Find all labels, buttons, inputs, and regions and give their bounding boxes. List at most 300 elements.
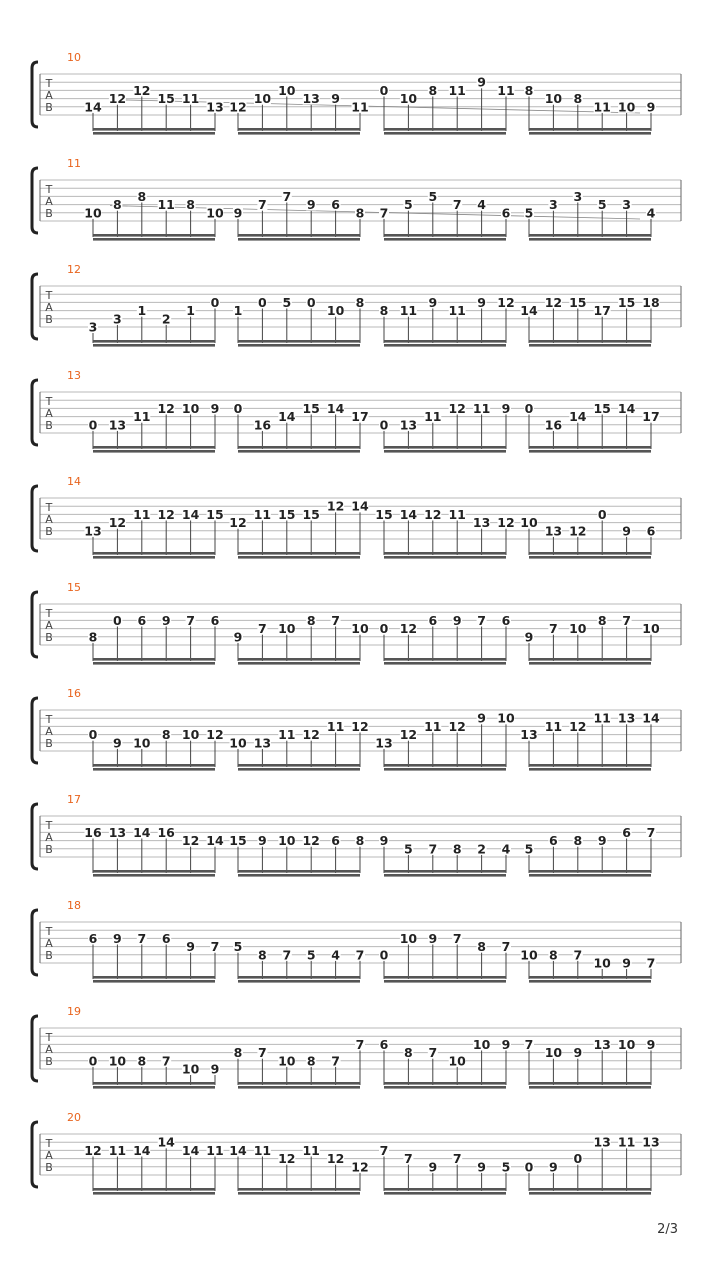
fret-number: 15 [278,506,296,522]
system-bracket [32,910,38,975]
fret-number: 14 [399,506,418,522]
fret-number: 12 [302,833,320,849]
beam-secondary [384,450,506,453]
beam-secondary [384,662,506,665]
fret-number: 9 [428,930,438,946]
fret-number: 9 [331,91,340,107]
fret-number: 9 [306,197,316,213]
fret-number: 7 [501,939,511,955]
fret-number: 12 [326,498,345,514]
tab-clef-letter: A [45,1149,53,1162]
fret-number: 16 [84,824,102,840]
fret-number: 7 [404,1151,413,1167]
fret-number: 10 [544,1045,563,1061]
tab-clef-letter: B [45,313,53,326]
fret-number: 12 [108,515,127,531]
fret-number: 12 [206,727,224,743]
beam-secondary [93,450,215,453]
fret-number: 9 [622,955,631,971]
beam-secondary [384,556,506,559]
beam-secondary [93,768,215,771]
fret-number: 13 [642,1134,660,1150]
fret-number: 9 [646,1036,656,1052]
fret-number: 6 [379,1036,389,1052]
beam-primary [384,340,506,343]
beam-secondary [529,1192,651,1195]
fret-number: 1 [233,303,243,319]
fret-number: 6 [622,824,631,840]
fret-number: 8 [355,294,365,310]
fret-number: 10 [181,1061,200,1077]
fret-number: 12 [448,400,466,416]
beam-secondary [529,450,651,453]
fret-number: 13 [375,735,393,751]
fret-number: 13 [593,1134,611,1150]
tab-clef-letter: T [45,501,53,514]
beam-secondary [238,238,360,241]
fret-number: 0 [379,621,389,637]
fret-number: 10 [84,205,102,221]
system-bracket [32,1122,38,1187]
beam-secondary [384,874,506,877]
fret-number: 8 [428,82,438,98]
beam-secondary [238,556,360,559]
fret-number: 11 [448,82,466,98]
beam-secondary [93,1086,215,1089]
tab-clef-letter: T [45,395,53,408]
fret-number: 11 [181,91,200,107]
fret-number: 17 [351,409,369,425]
fret-number: 9 [597,833,607,849]
fret-number: 6 [161,930,171,946]
fret-number: 9 [549,1159,558,1175]
fret-number: 8 [88,629,98,645]
beam-secondary [93,662,215,665]
fret-number: 5 [428,188,438,204]
tab-clef-letter: T [45,1031,53,1044]
fret-number: 9 [573,1045,583,1061]
tab-clef-letter: A [45,619,53,632]
fret-number: 11 [133,506,151,522]
fret-number: 15 [569,294,587,310]
fret-number: 9 [477,710,486,726]
fret-number: 8 [597,612,607,628]
fret-number: 15 [206,506,224,522]
beam-primary [529,552,651,555]
fret-number: 10 [181,727,200,743]
tab-clef-letter: B [45,1161,53,1174]
measure-number: 18 [67,899,81,912]
fret-number: 9 [428,294,438,310]
fret-number: 12 [351,1159,369,1175]
fret-number: 9 [258,833,267,849]
fret-number: 6 [331,833,340,849]
fret-number: 8 [573,91,583,107]
fret-number: 15 [593,400,611,416]
tab-clef-letter: B [45,843,53,856]
fret-number: 5 [524,205,534,221]
fret-number: 8 [452,841,462,857]
tab-clef-letter: T [45,77,53,90]
tab-clef-letter: T [45,183,53,196]
fret-number: 14 [181,1142,200,1158]
fret-number: 7 [428,841,438,857]
fret-number: 10 [229,735,247,751]
fret-number: 9 [477,294,486,310]
fret-number: 11 [399,303,418,319]
tab-clef-letter: T [45,289,53,302]
fret-number: 9 [622,523,631,539]
measure-number: 19 [67,1005,81,1018]
fret-number: 11 [157,197,175,213]
tab-clef-letter: B [45,949,53,962]
fret-number: 12 [302,727,320,743]
system-bracket [32,486,38,551]
fret-number: 10 [520,515,538,531]
beam-secondary [93,344,215,347]
beam-primary [384,446,506,449]
fret-number: 6 [501,205,511,221]
fret-number: 7 [452,1151,462,1167]
fret-number: 7 [646,955,656,971]
fret-number: 9 [113,930,122,946]
beam-primary [93,552,215,555]
beam-primary [238,870,360,873]
fret-number: 9 [379,833,389,849]
beam-primary [529,870,651,873]
system-bracket [32,168,38,233]
fret-number: 7 [379,205,389,221]
beam-secondary [93,238,215,241]
beam-primary [529,1188,651,1191]
fret-number: 7 [331,612,340,628]
beam-primary [238,658,360,661]
beam-primary [238,1082,360,1085]
fret-number: 10 [520,947,538,963]
fret-number: 7 [355,1036,365,1052]
measure-number: 10 [67,51,81,64]
tab-clef-letter: T [45,925,53,938]
fret-number: 0 [379,947,389,963]
fret-number: 10 [448,1053,466,1069]
fret-number: 7 [524,1036,534,1052]
system-bracket [32,380,38,445]
fret-number: 7 [282,188,292,204]
fret-number: 8 [306,1053,316,1069]
measure-number: 12 [67,263,81,276]
fret-number: 13 [544,523,563,539]
beam-primary [238,234,360,237]
measure-number: 17 [67,793,81,806]
fret-number: 7 [137,930,147,946]
fret-number: 8 [233,1045,243,1061]
beam-secondary [529,980,651,983]
beam-secondary [93,874,215,877]
beam-primary [384,128,506,131]
fret-number: 10 [399,930,418,946]
fret-number: 10 [181,400,200,416]
fret-number: 13 [593,1036,611,1052]
fret-number: 11 [593,99,611,115]
beam-primary [93,128,215,131]
fret-number: 15 [157,91,175,107]
fret-number: 17 [593,303,611,319]
fret-number: 12 [326,1151,345,1167]
beam-primary [93,234,215,237]
fret-number: 0 [306,294,316,310]
fret-number: 1 [137,303,147,319]
fret-number: 8 [355,205,365,221]
tab-clef-letter: B [45,419,53,432]
fret-number: 8 [477,939,486,955]
fret-number: 3 [88,319,98,335]
fret-number: 15 [302,400,320,416]
beam-secondary [529,238,651,241]
fret-number: 7 [355,947,365,963]
fret-number: 12 [108,91,127,107]
fret-number: 3 [113,311,122,327]
fret-number: 5 [501,1159,511,1175]
fret-number: 9 [233,205,243,221]
fret-number: 13 [472,515,491,531]
fret-number: 9 [501,1036,511,1052]
beam-primary [529,658,651,661]
fret-number: 1 [186,303,195,319]
fret-number: 11 [448,506,466,522]
beam-secondary [384,238,506,241]
fret-number: 7 [549,621,558,637]
beam-primary [384,552,506,555]
tab-clef-letter: A [45,195,53,208]
fret-number: 8 [137,188,147,204]
measure-number: 11 [67,157,81,170]
fret-number: 10 [278,833,296,849]
fret-number: 12 [497,515,515,531]
fret-number: 13 [617,710,636,726]
fret-number: 0 [524,400,534,416]
beam-secondary [238,1192,360,1195]
fret-number: 10 [278,1053,296,1069]
fret-number: 9 [524,629,534,645]
fret-number: 10 [642,621,660,637]
fret-number: 0 [88,417,98,433]
beam-secondary [384,1086,506,1089]
fret-number: 12 [278,1151,296,1167]
fret-number: 10 [569,621,587,637]
fret-number: 11 [351,99,369,115]
fret-number: 3 [622,197,631,213]
fret-number: 10 [206,205,224,221]
beam-primary [529,340,651,343]
beam-primary [529,234,651,237]
beam-secondary [529,344,651,347]
beam-primary [384,764,506,767]
fret-number: 3 [573,188,583,204]
fret-number: 14 [351,498,369,514]
fret-number: 10 [472,1036,491,1052]
fret-number: 4 [331,947,340,963]
fret-number: 6 [549,833,558,849]
tab-clef-letter: A [45,725,53,738]
beam-primary [93,976,215,979]
beam-primary [529,976,651,979]
fret-number: 10 [253,91,272,107]
fret-number: 8 [524,82,534,98]
fret-number: 10 [278,82,296,98]
fret-number: 5 [404,841,413,857]
tab-clef-letter: A [45,407,53,420]
fret-number: 7 [331,1053,340,1069]
fret-number: 14 [278,409,296,425]
beam-secondary [529,1086,651,1089]
beam-secondary [93,980,215,983]
tab-clef-letter: B [45,525,53,538]
fret-number: 0 [113,612,122,628]
fret-number: 4 [477,197,486,213]
system-bracket [32,1016,38,1081]
fret-number: 6 [88,930,98,946]
beam-primary [529,446,651,449]
fret-number: 13 [108,824,127,840]
fret-number: 7 [379,1142,389,1158]
fret-number: 9 [477,1159,486,1175]
fret-number: 7 [452,930,462,946]
fret-number: 5 [524,841,534,857]
fret-number: 12 [569,718,587,734]
fret-number: 10 [108,1053,127,1069]
fret-number: 13 [84,523,102,539]
fret-number: 12 [448,718,466,734]
fret-number: 14 [520,303,538,319]
fret-number: 14 [326,400,345,416]
beam-secondary [93,556,215,559]
fret-number: 11 [544,718,563,734]
beam-primary [93,1082,215,1085]
tab-clef-letter: A [45,1043,53,1056]
beam-secondary [238,132,360,135]
fret-number: 7 [210,939,220,955]
fret-number: 6 [501,612,511,628]
fret-number: 6 [210,612,220,628]
fret-number: 7 [161,1053,171,1069]
fret-number: 11 [253,1142,272,1158]
fret-number: 14 [569,409,587,425]
fret-number: 14 [133,824,151,840]
tab-clef-letter: B [45,1055,53,1068]
fret-number: 11 [302,1142,320,1158]
fret-number: 12 [351,718,369,734]
fret-number: 18 [642,294,660,310]
fret-number: 3 [549,197,558,213]
beam-primary [238,128,360,131]
beam-secondary [238,662,360,665]
fret-number: 12 [229,99,247,115]
tab-clef-letter: B [45,631,53,644]
beam-primary [529,128,651,131]
fret-number: 8 [549,947,558,963]
beam-secondary [529,662,651,665]
fret-number: 2 [161,311,171,327]
tab-clef-letter: T [45,607,53,620]
tab-clef-letter: A [45,513,53,526]
fret-number: 0 [88,727,98,743]
fret-number: 10 [278,621,296,637]
beam-primary [238,1188,360,1191]
beam-primary [384,658,506,661]
fret-number: 13 [399,417,418,433]
fret-number: 11 [448,303,466,319]
fret-number: 6 [646,523,656,539]
fret-number: 14 [206,833,224,849]
fret-number: 8 [306,612,316,628]
fret-number: 8 [355,833,365,849]
fret-number: 9 [428,1159,438,1175]
measure-number: 16 [67,687,81,700]
fret-number: 11 [133,409,151,425]
fret-number: 8 [573,833,583,849]
system-bracket [32,804,38,869]
fret-number: 8 [186,197,195,213]
fret-number: 7 [573,947,583,963]
fret-number: 13 [253,735,272,751]
fret-number: 9 [477,74,486,90]
fret-number: 0 [379,82,389,98]
beam-secondary [384,768,506,771]
measure-number: 13 [67,369,81,382]
fret-number: 10 [133,735,151,751]
fret-number: 14 [229,1142,247,1158]
fret-number: 10 [497,710,515,726]
beam-primary [238,340,360,343]
fret-number: 12 [133,82,151,98]
tab-clef-letter: A [45,831,53,844]
tab-clef-letter: A [45,89,53,102]
fret-number: 6 [331,197,340,213]
fret-number: 2 [477,841,486,857]
fret-number: 12 [84,1142,102,1158]
fret-number: 7 [622,612,631,628]
fret-number: 5 [597,197,607,213]
beam-secondary [529,768,651,771]
fret-number: 7 [477,612,486,628]
fret-number: 10 [617,99,636,115]
tab-clef-letter: A [45,301,53,314]
beam-primary [93,446,215,449]
fret-number: 14 [84,99,102,115]
fret-number: 8 [137,1053,147,1069]
fret-number: 0 [597,506,607,522]
beam-primary [384,1188,506,1191]
fret-number: 8 [258,947,267,963]
fret-number: 12 [157,506,175,522]
fret-number: 7 [258,1045,267,1061]
fret-number: 10 [593,955,611,971]
beam-secondary [529,556,651,559]
tab-clef-letter: B [45,101,53,114]
beam-secondary [384,132,506,135]
beam-secondary [384,1192,506,1195]
fret-number: 7 [646,824,656,840]
beam-secondary [529,132,651,135]
fret-number: 12 [497,294,515,310]
fret-number: 9 [161,612,171,628]
fret-number: 15 [375,506,393,522]
fret-number: 10 [351,621,369,637]
fret-number: 10 [544,91,563,107]
beam-secondary [238,980,360,983]
tab-clef-letter: T [45,819,53,832]
beam-primary [384,234,506,237]
